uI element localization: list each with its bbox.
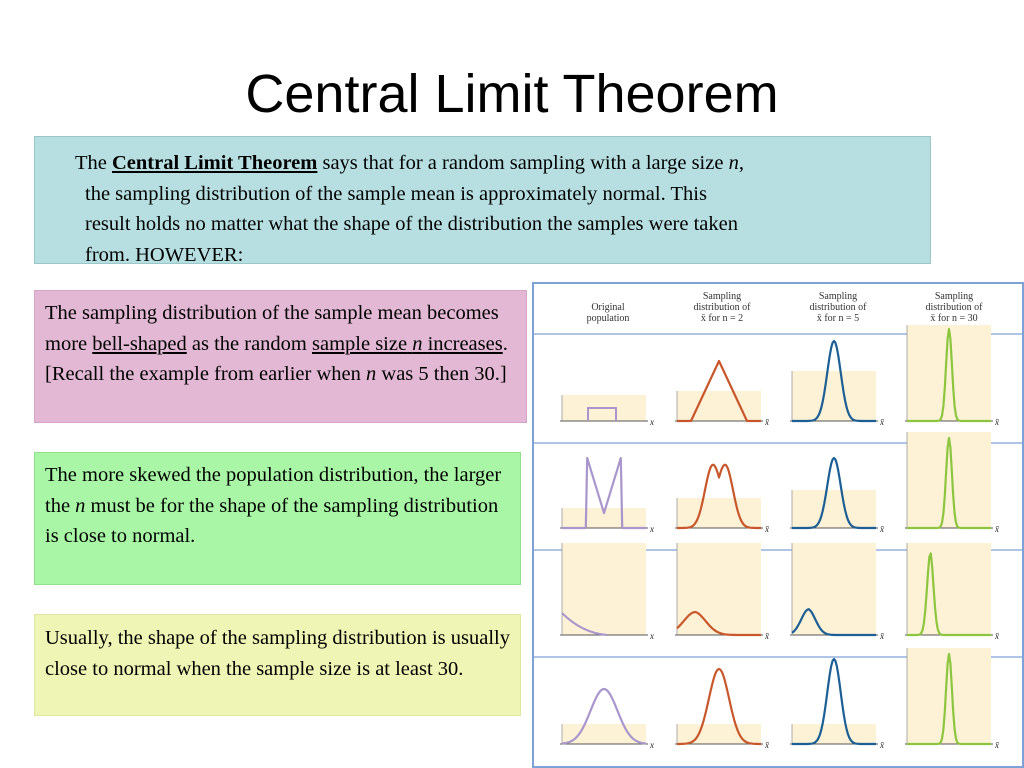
intro-line-1: The Central Limit Theorem says that for a random sampling with a large size n, bbox=[75, 152, 744, 174]
panel-skewed-2 bbox=[792, 543, 876, 635]
column-header-0-line-1: population bbox=[586, 313, 630, 324]
panel-skewed-3 bbox=[907, 543, 991, 635]
panel-normal-0 bbox=[562, 724, 646, 744]
panel-uniform-2 bbox=[792, 371, 876, 421]
panel-normal-1 bbox=[677, 724, 761, 744]
column-header-3-line-1: distribution of bbox=[925, 302, 983, 313]
intro-line-2: the sampling distribution of the sample mean is approximately normal. This bbox=[85, 182, 707, 205]
panel-bimodal-3 bbox=[907, 432, 991, 528]
column-header-1-line-2: x̄ for n = 2 bbox=[700, 313, 744, 324]
column-header-3-line-2: x̄ for n = 30 bbox=[930, 313, 978, 324]
axis-label-uniform-0: x bbox=[650, 417, 654, 427]
skewed-note: The more skewed the population distribution, the larger the n must be for the shape of the sampling distribution is close to normal. bbox=[34, 452, 521, 585]
column-header-2-line-2: x̄ for n = 5 bbox=[816, 313, 860, 324]
axis-label-normal-2: x̄ bbox=[880, 740, 884, 750]
axis-label-bimodal-0: x bbox=[650, 524, 654, 534]
axis-label-skewed-3: x̄ bbox=[995, 631, 999, 641]
intro-box bbox=[34, 136, 931, 264]
axis-label-uniform-3: x̄ bbox=[995, 417, 999, 427]
column-header-2-line-0: Sampling bbox=[818, 291, 858, 302]
intro-line-4: from. HOWEVER: bbox=[85, 243, 244, 266]
panel-uniform-1 bbox=[677, 391, 761, 421]
axis-label-normal-3: x̄ bbox=[995, 740, 999, 750]
column-header-1-line-1: distribution of bbox=[693, 302, 751, 313]
clt-figure bbox=[532, 282, 1024, 768]
intro-line-3: result holds no matter what the shape of the distribution the samples were taken bbox=[85, 213, 738, 235]
column-header-2-line-1: distribution of bbox=[809, 302, 867, 313]
panel-normal-2 bbox=[792, 724, 876, 744]
axis-label-normal-1: x̄ bbox=[765, 740, 769, 750]
clt-term: Central Limit Theorem bbox=[112, 152, 318, 174]
panel-bimodal-1 bbox=[677, 498, 761, 528]
axis-label-skewed-1: x̄ bbox=[765, 631, 769, 641]
axis-label-skewed-2: x̄ bbox=[880, 631, 884, 641]
panel-skewed-1 bbox=[677, 543, 761, 635]
column-header-1-line-0: Sampling bbox=[702, 291, 742, 302]
sample-size-note: Usually, the shape of the sampling distribution is usually close to normal when the sample size is at least 30. bbox=[34, 614, 521, 716]
axis-label-uniform-2: x̄ bbox=[880, 417, 884, 427]
axis-label-bimodal-1: x̄ bbox=[765, 524, 769, 534]
column-header-3-line-0: Sampling bbox=[934, 291, 974, 302]
panel-uniform-3 bbox=[907, 325, 991, 421]
panel-skewed-0 bbox=[562, 543, 646, 635]
axis-label-bimodal-2: x̄ bbox=[880, 524, 884, 534]
panel-normal-3 bbox=[907, 648, 991, 744]
axis-label-skewed-0: x bbox=[650, 631, 654, 641]
axis-label-normal-0: x bbox=[650, 740, 654, 750]
axis-label-uniform-1: x̄ bbox=[765, 417, 769, 427]
panel-bimodal-2 bbox=[792, 490, 876, 528]
bell-shaped-note: The sampling distribution of the sample mean becomes more bell-shaped as the random sample size n increases. [Recall the example from earlier when n was 5 then 30.] bbox=[34, 290, 527, 423]
axis-label-bimodal-3: x̄ bbox=[995, 524, 999, 534]
slide-title: Central Limit Theorem bbox=[245, 64, 779, 124]
column-header-0-line-0: Original bbox=[591, 302, 625, 313]
clt-figure-svg bbox=[534, 284, 1022, 766]
